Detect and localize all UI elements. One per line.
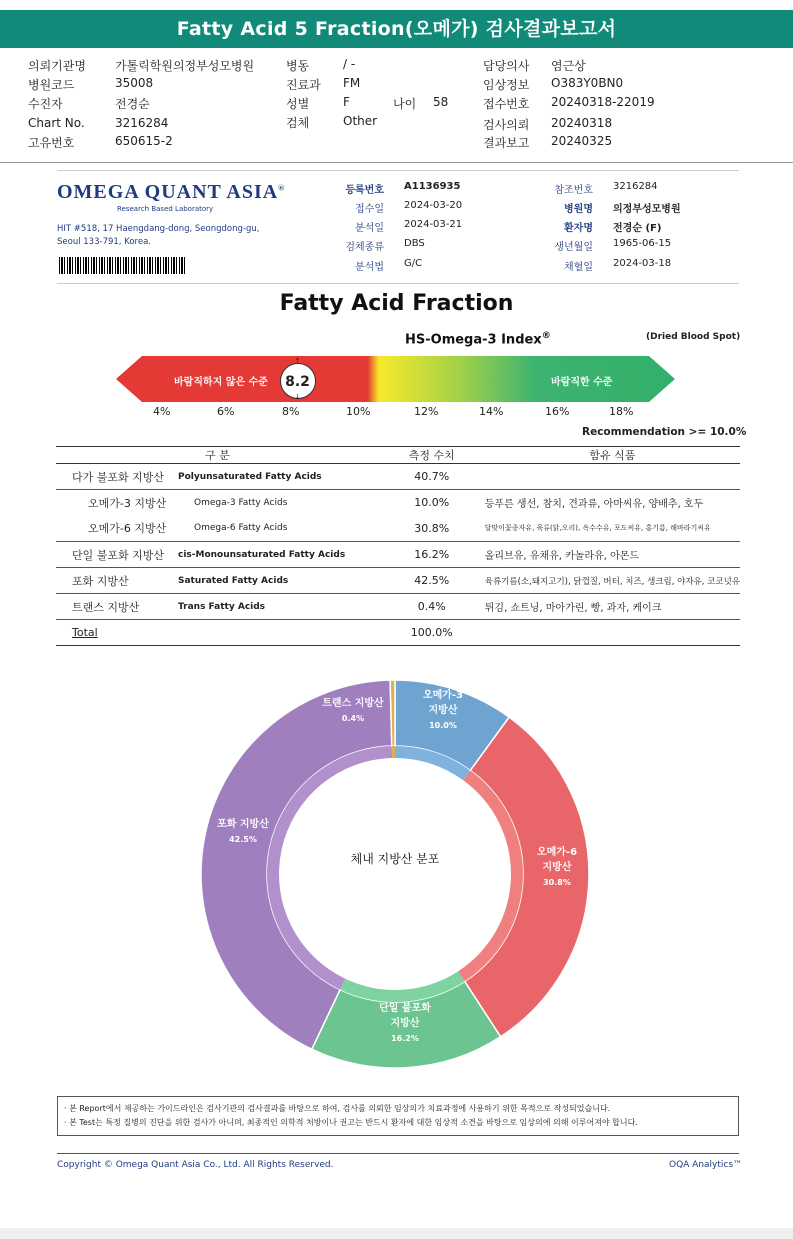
age-label: 나이 xyxy=(393,97,417,111)
disclaimer-line: · 본 Test는 특정 질병의 진단을 위한 검사가 아니며, 최종적인 의학적 처방이나 권고는 반드시 환자에 대한 임상적 소견을 바탕으로 임상의에 의해 이루어져야 합니다. xyxy=(64,1118,638,1127)
table-header-value: 측정 수치 xyxy=(379,447,485,464)
copyright: Copyright © Omega Quant Asia Co., Ltd. All Rights Reserved. xyxy=(57,1160,334,1170)
lab-address-line1: HIT #518, 17 Haengdang-dong, Seongdong-gu, xyxy=(57,224,260,234)
omega3-slice-label xyxy=(410,688,476,733)
row-kr: 트랜스 지방산 xyxy=(56,594,178,620)
specimen-note: (Dried Blood Spot) xyxy=(646,332,741,342)
sex-label: 성별 xyxy=(286,97,310,111)
mono-label-line2: 지방산 xyxy=(390,1018,420,1029)
collection-date-label: 채혈일 xyxy=(564,262,593,273)
table-row xyxy=(56,516,740,542)
birthdate-label: 생년월일 xyxy=(554,242,593,253)
request-date-value: 20240318 xyxy=(551,116,613,130)
row-food: 올리브유, 유채유, 카놀라유, 아몬드 xyxy=(485,542,740,568)
table-row xyxy=(56,490,740,516)
clinical-info-value: O383Y0BN0 xyxy=(551,76,624,90)
trans-label-line1: 트랜스 지방산 xyxy=(322,698,384,709)
mono-slice-label xyxy=(360,1001,450,1046)
reg-no-value: A1136935 xyxy=(404,181,461,192)
ward-label: 병동 xyxy=(286,59,310,73)
row-food: 달맞이꽃종자유, 육류(닭,오리), 옥수수유, 포도씨유, 홍기름, 해바라기씨유 xyxy=(485,516,740,542)
row-kr: 단일 불포화 지방산 xyxy=(56,542,178,568)
index-title xyxy=(405,331,551,347)
footer-brand: OQA Analytics™ xyxy=(669,1160,743,1170)
index-title-text: HS-Omega-3 Index xyxy=(405,332,542,348)
analysis-date-label: 분석일 xyxy=(355,223,384,234)
row-food xyxy=(485,464,740,490)
department-value: FM xyxy=(343,76,361,90)
saturated-label-value: 42.5% xyxy=(229,835,257,844)
row-food: 등푸른 생선, 참치, 견과류, 아마씨유, 양배추, 호두 xyxy=(484,499,704,511)
row-en: Omega-6 Fatty Acids xyxy=(178,516,379,542)
desirable-label: 바람직한 수준 xyxy=(551,377,613,388)
receipt-date-label: 접수일 xyxy=(355,204,384,215)
omega3-label-line1: 오메가-3 xyxy=(422,690,464,701)
omega3-label-value: 10.0% xyxy=(429,721,457,730)
ref-no-label: 참조번호 xyxy=(554,185,593,196)
specimen-label: 검체 xyxy=(286,116,310,130)
mono-label-value: 16.2% xyxy=(391,1034,419,1043)
unique-id-label: 고유번호 xyxy=(28,136,75,150)
undesirable-label: 바람직하지 않은 수준 xyxy=(174,377,268,388)
patient-value: 전경순 xyxy=(115,97,150,111)
row-en: Trans Fatty Acids xyxy=(178,594,379,620)
total-label: Total xyxy=(56,620,178,646)
clinical-info-label: 임상정보 xyxy=(483,78,530,92)
lab-tagline: Research Based Laboratory xyxy=(117,205,214,213)
header-divider xyxy=(0,162,793,163)
tick-label: 10% xyxy=(346,405,371,418)
hospital-code-label: 병원코드 xyxy=(28,78,75,92)
doctor-label: 담당의사 xyxy=(483,59,530,73)
tick-label: 8% xyxy=(282,405,300,418)
specimen-value: Other xyxy=(343,114,378,128)
receipt-no-label: 접수번호 xyxy=(483,97,530,111)
method-label: 분석법 xyxy=(355,262,384,273)
doctor-value: 염근상 xyxy=(551,59,586,73)
table-header-foods: 함유 식품 xyxy=(485,447,740,464)
recommendation: Recommendation >= 10.0% xyxy=(582,426,747,438)
specimen-type-value: DBS xyxy=(404,238,425,249)
row-value: 0.4% xyxy=(379,594,485,620)
row-kr: 오메가-6 지방산 xyxy=(56,516,178,542)
table-row xyxy=(56,464,740,490)
report-date-value: 20240325 xyxy=(551,134,613,148)
patient-label: 수진자 xyxy=(28,97,63,111)
fatty-acid-table xyxy=(56,446,740,646)
method-value: G/C xyxy=(404,258,423,269)
tick-label: 14% xyxy=(479,405,504,418)
tick-label: 18% xyxy=(609,405,634,418)
omega6-label-line2: 지방산 xyxy=(542,862,572,873)
tick-label: 12% xyxy=(414,405,439,418)
lab-bottom-divider xyxy=(57,283,739,284)
receipt-no-value: 20240318-22019 xyxy=(551,95,655,109)
lab-logo xyxy=(57,181,285,204)
section-title: Fatty Acid Fraction xyxy=(279,291,514,316)
row-food: 튀김, 쇼트닝, 마아가린, 빵, 과자, 케이크 xyxy=(485,594,740,620)
lab-top-divider xyxy=(57,170,739,171)
specimen-type-label: 검체종류 xyxy=(345,242,384,253)
patient-name-label: 환자명 xyxy=(564,223,593,234)
hospital-name-value: 의정부성모병원 xyxy=(613,204,681,215)
ward-value: / - xyxy=(343,57,356,71)
chart-no-label: Chart No. xyxy=(28,116,85,130)
patient-name-value: 전경순 (F) xyxy=(613,223,662,234)
row-en: Omega-3 Fatty Acids xyxy=(194,497,288,508)
row-value: 16.2% xyxy=(379,542,485,568)
saturated-label-line1: 포화 지방산 xyxy=(217,819,269,830)
table-header-category: 구 분 xyxy=(56,447,379,464)
row-en: Saturated Fatty Acids xyxy=(178,568,379,594)
table-row xyxy=(56,542,740,568)
donut-center-title: 체내 지방산 분포 xyxy=(350,852,440,866)
collection-date-value: 2024-03-18 xyxy=(613,258,672,269)
requesting-institution-label: 의뢰기관명 xyxy=(28,59,86,73)
row-en: Polyunsaturated Fatty Acids xyxy=(178,464,379,490)
tick-label: 16% xyxy=(545,405,570,418)
hospital-code-value: 35008 xyxy=(115,76,154,90)
receipt-date-value: 2024-03-20 xyxy=(404,200,463,211)
chart-no-value: 3216284 xyxy=(115,116,169,130)
barcode xyxy=(59,257,185,274)
donut-inner-slice xyxy=(392,746,395,758)
trans-label-value: 0.4% xyxy=(341,714,365,723)
row-food: 육류기름(소,돼지고기), 닭껍질, 버터, 치즈, 생크림, 야자유, 코코넛유 xyxy=(485,568,740,594)
marker-up-arrow-icon: ↑ xyxy=(294,357,301,365)
reg-no-label: 등록번호 xyxy=(345,185,384,196)
request-date-label: 검사의뢰 xyxy=(483,118,530,132)
footer-divider xyxy=(57,1153,739,1154)
report-title: Fatty Acid 5 Fraction(오메가) 검사결과보고서 xyxy=(0,10,793,48)
lab-name: OMEGA QUANT ASIA xyxy=(57,181,279,203)
report-date-label: 결과보고 xyxy=(483,136,530,150)
department-label: 진료과 xyxy=(286,78,321,92)
disclaimer-box xyxy=(57,1096,739,1136)
unique-id-value: 650615-2 xyxy=(115,134,173,148)
omega6-label-value: 30.8% xyxy=(543,878,571,887)
row-value: 42.5% xyxy=(379,568,485,594)
index-title-sup: ® xyxy=(541,331,551,341)
row-kr: 포화 지방산 xyxy=(56,568,178,594)
total-value: 100.0% xyxy=(379,620,485,646)
analysis-date-value: 2024-03-21 xyxy=(404,219,463,230)
ref-no-value: 3216284 xyxy=(613,181,658,192)
table-row xyxy=(56,568,740,594)
requesting-institution-value: 가톨릭학원의정부성모병원 xyxy=(115,59,255,73)
lab-registered-mark: ® xyxy=(278,183,286,193)
sex-value: F xyxy=(343,95,350,109)
tick-label: 6% xyxy=(217,405,235,418)
row-en: cis-Monounsaturated Fatty Acids xyxy=(178,542,379,568)
table-row xyxy=(56,594,740,620)
saturated-slice-label xyxy=(205,817,281,847)
disclaimer-line: · 본 Report에서 제공하는 가이드라인은 검사기관의 검사결과를 바탕으로 하여, 검사를 의뢰한 임상의가 치료과정에 사용하기 위한 목적으로 작성되었습니다. xyxy=(64,1104,611,1113)
row-value: 10.0% xyxy=(414,496,450,510)
omega3-label-line2: 지방산 xyxy=(428,705,458,716)
lab-address-line2: Seoul 133-791, Korea. xyxy=(57,237,151,247)
table-total-row xyxy=(56,620,740,646)
marker-down-arrow-icon: ↓ xyxy=(294,393,301,401)
index-value: 8.2 xyxy=(285,374,310,390)
birthdate-value: 1965-06-15 xyxy=(613,238,672,249)
tick-label: 4% xyxy=(153,405,171,418)
age-value: 58 xyxy=(433,95,449,109)
hospital-name-label: 병원명 xyxy=(564,204,593,215)
row-kr: 오메가-3 지방산 xyxy=(88,496,167,510)
trans-slice-label xyxy=(310,696,396,726)
row-value: 40.7% xyxy=(379,464,485,490)
row-kr: 다가 불포화 지방산 xyxy=(56,464,178,490)
row-value: 30.8% xyxy=(379,516,485,542)
mono-label-line1: 단일 불포화 xyxy=(379,1003,431,1014)
omega6-label-line1: 오메가-6 xyxy=(536,847,578,858)
